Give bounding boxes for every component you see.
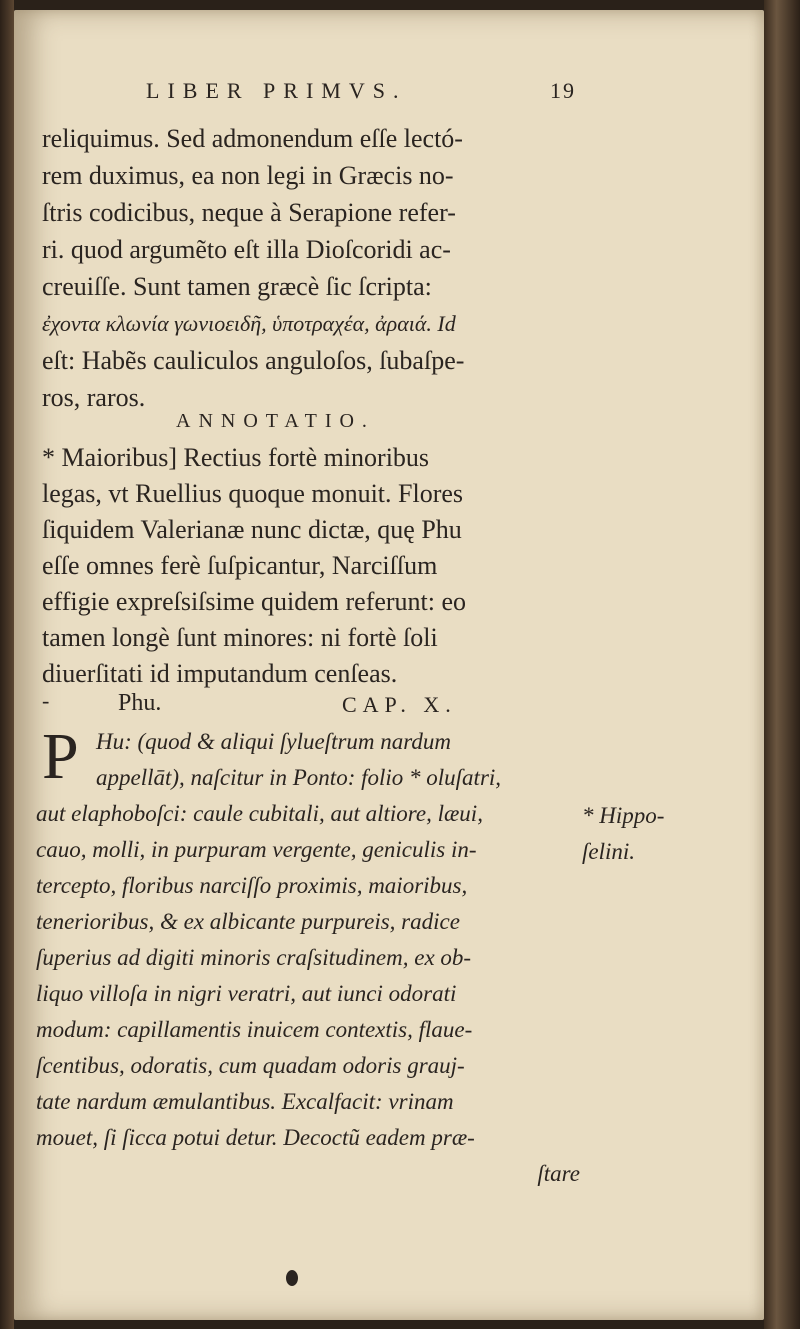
text-line: ſtris codicibus, neque à Serapione refer- bbox=[42, 198, 456, 227]
text-line: appellāt), naſcitur in Ponto: folio * oluſatri, bbox=[96, 765, 502, 790]
text-line: ros, raros. bbox=[42, 383, 146, 412]
chapter-name: Phu. bbox=[118, 690, 162, 716]
text-line: tate nardum æmulantibus. Excalfacit: vrinam bbox=[36, 1089, 454, 1114]
text-line: rem duximus, ea non legi in Græcis no- bbox=[42, 161, 454, 190]
annotation-heading: ANNOTATIO. bbox=[176, 410, 375, 432]
annotation-paragraph bbox=[42, 440, 602, 692]
folio-number: 19 bbox=[550, 78, 576, 103]
text-line: effigie expreſsiſsime quidem referunt: eo bbox=[42, 587, 467, 616]
text-line: mouet, ſi ſicca potui detur. Decoctũ eadem præ- bbox=[36, 1125, 475, 1150]
marginal-note-line: * Hippo- bbox=[582, 803, 665, 828]
text-line: modum: capillamentis inuicem contextis, flaue- bbox=[36, 1017, 473, 1042]
text-line: liquo villoſa in nigri veratri, aut iunci odorati bbox=[36, 981, 457, 1006]
book-gutter bbox=[0, 0, 14, 1329]
text-line: tamen longè ſunt minores: ni fortè ſoli bbox=[42, 623, 438, 652]
marginal-note bbox=[582, 798, 664, 870]
text-line: creuiſſe. Sunt tamen græcè ſic ſcripta: bbox=[42, 272, 432, 301]
chapter-heading bbox=[42, 690, 602, 722]
text-line: * Maioribus] Rectius fortè minoribus bbox=[42, 443, 430, 472]
text-line: tercepto, floribus narciſſo proximis, maioribus, bbox=[36, 873, 468, 898]
drop-capital: P bbox=[42, 720, 79, 793]
text-line: eſſe omnes ferè ſuſpicantur, Narciſſum bbox=[42, 551, 438, 580]
text-line: Hu: (quod & aliqui ſylueſtrum nardum bbox=[96, 729, 451, 754]
text-line: reliquimus. Sed admonendum eſſe lectó- bbox=[42, 124, 463, 153]
main-paragraph bbox=[42, 120, 592, 416]
text-line: eſt: Habẽs cauliculos anguloſos, ſubaſpe- bbox=[42, 346, 465, 375]
text-line: ſcentibus, odoratis, cum quadam odoris grauj- bbox=[36, 1053, 465, 1078]
catchword: ſtare bbox=[537, 1161, 580, 1186]
ink-blot bbox=[286, 1270, 298, 1286]
text-line: legas, vt Ruellius quoque monuit. Flores bbox=[42, 479, 464, 508]
text-line: aut elaphoboſci: caule cubitali, aut altiore, læui, bbox=[36, 801, 483, 826]
text-line: ſiquidem Valerianæ nunc dictæ, quę Phu bbox=[42, 515, 462, 544]
text-line: diuerſitati id imputandum cenſeas. bbox=[42, 659, 398, 688]
text-line: ſuperius ad digiti minoris craſsitudinem, ex ob- bbox=[36, 945, 472, 970]
heading-dash: - bbox=[42, 688, 50, 713]
chapter-number: CAP. X. bbox=[342, 692, 457, 717]
chapter-paragraph bbox=[36, 720, 596, 1192]
greek-line: ἐχοντα κλωνία γωνιοειδῆ, ὑποτραχέα, ἀραιά. Id bbox=[42, 311, 456, 336]
text-line: cauo, molli, in purpuram vergente, geniculis in- bbox=[36, 837, 477, 862]
page-edge bbox=[764, 0, 800, 1329]
text-line: tenerioribus, & ex albicante purpureis, radice bbox=[36, 909, 460, 934]
running-title: LIBER PRIMVS. bbox=[146, 78, 407, 103]
text-line: ri. quod argumẽto eſt illa Dioſcoridi ac- bbox=[42, 235, 451, 264]
marginal-note-line: ſelini. bbox=[582, 839, 636, 864]
